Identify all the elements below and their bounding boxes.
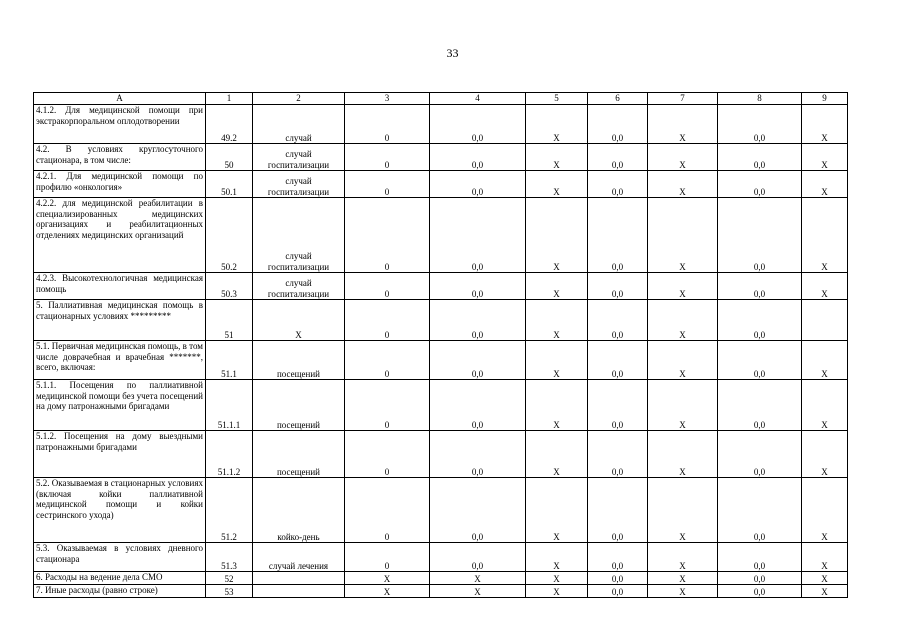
value-cell: 0,0 xyxy=(430,144,526,171)
value-cell: Х xyxy=(526,572,588,585)
row-name-cell: 5.1.1. Посещения по паллиативной медицинской помощи без учета посещений на дому патронажными бригадами xyxy=(34,380,206,431)
table-row xyxy=(34,171,848,198)
value-cell: 0,0 xyxy=(588,198,648,273)
value-cell: 0,0 xyxy=(430,171,526,198)
column-header: 4 xyxy=(430,93,526,105)
value-cell: 0 xyxy=(345,380,430,431)
row-code-cell: 51.3 xyxy=(206,543,253,572)
value-cell: Х xyxy=(345,585,430,598)
value-cell: 0,0 xyxy=(430,478,526,543)
value-cell: 0 xyxy=(345,341,430,380)
column-header: 3 xyxy=(345,93,430,105)
value-cell: 0,0 xyxy=(588,341,648,380)
row-name-cell: 5.1.2. Посещения на дому выездными патронажными бригадами xyxy=(34,431,206,478)
table-row xyxy=(34,572,848,585)
value-cell: Х xyxy=(526,380,588,431)
page-number: 33 xyxy=(446,46,459,60)
value-cell: 0,0 xyxy=(430,431,526,478)
table-row xyxy=(34,341,848,380)
unit-cell: посещений xyxy=(253,431,345,478)
value-cell xyxy=(802,300,848,341)
table-row xyxy=(34,431,848,478)
value-cell: Х xyxy=(430,585,526,598)
row-code-cell: 50.2 xyxy=(206,198,253,273)
value-cell: Х xyxy=(802,144,848,171)
value-cell: Х xyxy=(648,273,718,300)
unit-cell: случай xyxy=(253,105,345,144)
value-cell: Х xyxy=(648,144,718,171)
value-cell: Х xyxy=(802,341,848,380)
value-cell: 0 xyxy=(345,300,430,341)
row-name-cell: 5. Паллиативная медицинская помощь в стационарных условиях ********* xyxy=(34,300,206,341)
value-cell: Х xyxy=(526,105,588,144)
value-cell: Х xyxy=(345,572,430,585)
table-row xyxy=(34,144,848,171)
table-row xyxy=(34,300,848,341)
value-cell: 0,0 xyxy=(718,380,802,431)
value-cell: 0 xyxy=(345,144,430,171)
value-cell: 0,0 xyxy=(588,144,648,171)
unit-cell: койко-день xyxy=(253,478,345,543)
value-cell: 0,0 xyxy=(718,273,802,300)
row-code-cell: 51.1.2 xyxy=(206,431,253,478)
value-cell: 0,0 xyxy=(430,341,526,380)
unit-cell: случай госпитализации xyxy=(253,198,345,273)
value-cell: Х xyxy=(648,543,718,572)
value-cell: 0,0 xyxy=(718,431,802,478)
table-row xyxy=(34,105,848,144)
row-code-cell: 52 xyxy=(206,572,253,585)
value-cell: Х xyxy=(648,572,718,585)
value-cell: Х xyxy=(526,543,588,572)
value-cell: 0,0 xyxy=(718,341,802,380)
value-cell: Х xyxy=(802,198,848,273)
value-cell: Х xyxy=(802,431,848,478)
value-cell: 0 xyxy=(345,105,430,144)
value-cell: 0,0 xyxy=(718,585,802,598)
value-cell: 0,0 xyxy=(588,585,648,598)
value-cell: 0,0 xyxy=(718,105,802,144)
row-name-cell: 4.2.3. Высокотехнологичная медицинская помощь xyxy=(34,273,206,300)
value-cell: 0 xyxy=(345,478,430,543)
row-name-cell: 5.3. Оказываемая в условиях дневного стационара xyxy=(34,543,206,572)
value-cell: 0,0 xyxy=(588,572,648,585)
value-cell: 0,0 xyxy=(430,198,526,273)
value-cell: 0,0 xyxy=(430,105,526,144)
value-cell: 0,0 xyxy=(588,105,648,144)
unit-cell: посещений xyxy=(253,380,345,431)
value-cell: Х xyxy=(526,300,588,341)
value-cell: Х xyxy=(430,572,526,585)
column-header: 5 xyxy=(526,93,588,105)
value-cell: 0 xyxy=(345,431,430,478)
value-cell: Х xyxy=(526,198,588,273)
column-header: 6 xyxy=(588,93,648,105)
data-table xyxy=(33,92,848,598)
value-cell: 0,0 xyxy=(588,478,648,543)
unit-cell: посещений xyxy=(253,341,345,380)
value-cell: 0 xyxy=(345,198,430,273)
row-code-cell: 51.1.1 xyxy=(206,380,253,431)
value-cell: Х xyxy=(648,171,718,198)
value-cell: 0,0 xyxy=(430,543,526,572)
row-name-cell: 4.1.2. Для медицинской помощи при экстракорпоральном оплодотворении xyxy=(34,105,206,144)
value-cell: Х xyxy=(802,273,848,300)
value-cell: Х xyxy=(802,572,848,585)
value-cell: 0,0 xyxy=(588,380,648,431)
unit-cell: случай госпитализации xyxy=(253,273,345,300)
value-cell: Х xyxy=(802,478,848,543)
value-cell: Х xyxy=(526,431,588,478)
row-name-cell: 5.2. Оказываемая в стационарных условиях (включая койки паллиативной медицинской помощи и койки сестринского ухода) xyxy=(34,478,206,543)
row-code-cell: 50.3 xyxy=(206,273,253,300)
unit-cell: случай госпитализации xyxy=(253,171,345,198)
row-code-cell: 49.2 xyxy=(206,105,253,144)
column-header: 2 xyxy=(253,93,345,105)
value-cell: 0,0 xyxy=(718,478,802,543)
value-cell: Х xyxy=(648,341,718,380)
column-header: 8 xyxy=(718,93,802,105)
value-cell: Х xyxy=(802,380,848,431)
table-row xyxy=(34,585,848,598)
value-cell: 0,0 xyxy=(718,198,802,273)
value-cell: 0,0 xyxy=(430,380,526,431)
value-cell: Х xyxy=(648,431,718,478)
row-code-cell: 53 xyxy=(206,585,253,598)
row-name-cell: 5.1. Первичная медицинская помощь, в том числе доврачебная и врачебная *******, всего, включая: xyxy=(34,341,206,380)
table-row xyxy=(34,273,848,300)
value-cell: 0,0 xyxy=(588,300,648,341)
row-name-cell: 6. Расходы на ведение дела СМО xyxy=(34,572,206,585)
column-header: 7 xyxy=(648,93,718,105)
table-row xyxy=(34,380,848,431)
table-row xyxy=(34,543,848,572)
value-cell: Х xyxy=(802,105,848,144)
table-header-row xyxy=(34,93,848,105)
value-cell: 0,0 xyxy=(718,543,802,572)
table-row xyxy=(34,478,848,543)
value-cell: Х xyxy=(802,543,848,572)
row-code-cell: 50 xyxy=(206,144,253,171)
row-name-cell: 4.2.1. Для медицинской помощи по профилю «онкология» xyxy=(34,171,206,198)
value-cell: 0,0 xyxy=(430,273,526,300)
unit-cell: Х xyxy=(253,300,345,341)
value-cell: 0,0 xyxy=(588,273,648,300)
row-name-cell: 4.2. В условиях круглосуточного стационара, в том числе: xyxy=(34,144,206,171)
value-cell: 0,0 xyxy=(430,300,526,341)
value-cell: Х xyxy=(526,144,588,171)
value-cell: Х xyxy=(526,171,588,198)
row-code-cell: 50.1 xyxy=(206,171,253,198)
row-name-cell: 4.2.2. для медицинской реабилитации в специализированных медицинских организациях и реабилитационных отделениях медицинских организаций xyxy=(34,198,206,273)
value-cell: 0 xyxy=(345,273,430,300)
value-cell: 0 xyxy=(345,171,430,198)
row-code-cell: 51.2 xyxy=(206,478,253,543)
value-cell: Х xyxy=(802,171,848,198)
value-cell: Х xyxy=(648,300,718,341)
value-cell: Х xyxy=(648,478,718,543)
value-cell: 0 xyxy=(345,543,430,572)
unit-cell: случай лечения xyxy=(253,543,345,572)
value-cell: Х xyxy=(648,105,718,144)
value-cell: Х xyxy=(802,585,848,598)
value-cell: Х xyxy=(648,198,718,273)
column-header: 9 xyxy=(802,93,848,105)
value-cell: Х xyxy=(526,273,588,300)
column-header: А xyxy=(34,93,206,105)
value-cell: 0,0 xyxy=(718,572,802,585)
value-cell: 0,0 xyxy=(588,171,648,198)
unit-cell xyxy=(253,585,345,598)
value-cell: Х xyxy=(648,585,718,598)
value-cell: Х xyxy=(526,341,588,380)
value-cell: 0,0 xyxy=(718,144,802,171)
value-cell: 0,0 xyxy=(718,300,802,341)
column-header: 1 xyxy=(206,93,253,105)
value-cell: 0,0 xyxy=(718,171,802,198)
table-row xyxy=(34,198,848,273)
value-cell: Х xyxy=(526,585,588,598)
row-name-cell: 7. Иные расходы (равно строке) xyxy=(34,585,206,598)
value-cell: Х xyxy=(648,380,718,431)
unit-cell xyxy=(253,572,345,585)
row-code-cell: 51 xyxy=(206,300,253,341)
value-cell: Х xyxy=(526,478,588,543)
value-cell: 0,0 xyxy=(588,543,648,572)
value-cell: 0,0 xyxy=(588,431,648,478)
unit-cell: случай госпитализации xyxy=(253,144,345,171)
row-code-cell: 51.1 xyxy=(206,341,253,380)
